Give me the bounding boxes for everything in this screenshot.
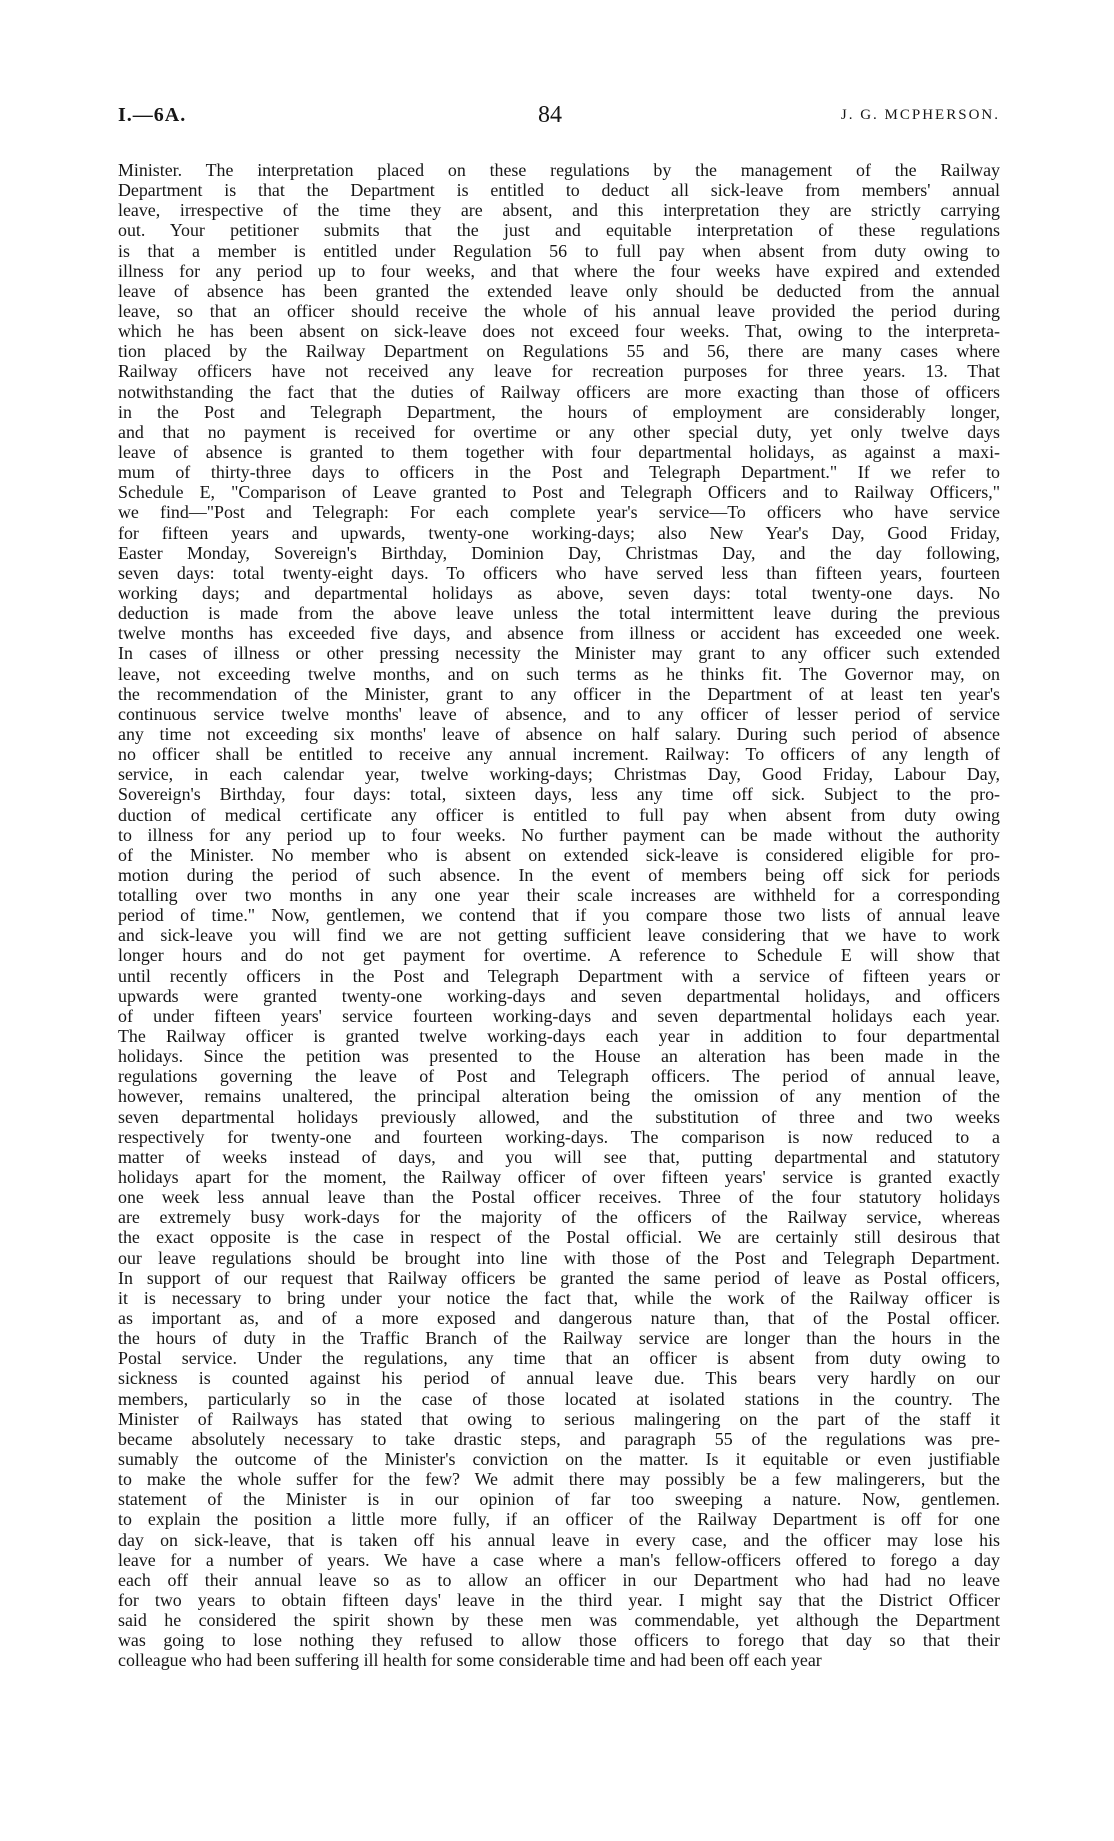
text-line: of under fifteen years' service fourteen working-days and seven departmental holidays each year. (118, 1005, 1000, 1026)
text-line: respectively for twenty-one and fourteen working-days. The comparison is now reduced to a (118, 1126, 1000, 1147)
text-line: holidays. Since the petition was presented to the House an alteration has been made in the (118, 1046, 1000, 1067)
text-line: the exact opposite is the case in respect of the Postal official. We are certainly still desirous that (118, 1227, 1000, 1248)
text-line: leave for a number of years. We have a case where a man's fellow-officers offered to forego a day (118, 1549, 1000, 1570)
text-line: Schedule E, "Comparison of Leave granted to Post and Telegraph Officers and to Railway Officers," (118, 482, 1000, 503)
text-line: the hours of duty in the Traffic Branch of the Railway service are longer than the hours in the (118, 1328, 1000, 1349)
text-line: until recently officers in the Post and Telegraph Department with a service of fifteen years or (118, 965, 1000, 986)
text-line: In cases of illness or other pressing necessity the Minister may grant to any officer such extended (118, 643, 1000, 664)
text-line: it is necessary to bring under your notice the fact that, while the work of the Railway officer is (118, 1287, 1000, 1308)
text-line: service, in each calendar year, twelve working-days; Christmas Day, Good Friday, Labour Day, (118, 764, 1000, 785)
text-line: twelve months has exceeded five days, and absence from illness or accident has exceeded one week. (118, 623, 1000, 644)
text-line: leave, irrespective of the time they are absent, and this interpretation they are strictly carrying (118, 200, 1000, 221)
text-line: seven days: total twenty-eight days. To officers who have served less than fifteen years, fourteen (118, 562, 1000, 583)
text-line: Minister. The interpretation placed on these regulations by the management of the Railway (118, 160, 1000, 180)
text-line: period of time." Now, gentlemen, we contend that if you compare those two lists of annual leave (118, 905, 1000, 926)
text-line: In support of our request that Railway officers be granted the same period of leave as Postal officers, (118, 1267, 1000, 1288)
text-line: members, particularly so in the case of those located at isolated stations in the country. The (118, 1388, 1000, 1409)
text-line: was going to lose nothing they refused to allow those officers to forego that day so that their (118, 1630, 1000, 1651)
text-line: motion during the period of such absence. In the event of members being off sick for periods (118, 864, 1000, 885)
text-line: Railway officers have not received any leave for recreation purposes for three years. 13. That (118, 361, 1000, 382)
text-line: is that a member is entitled under Regulation 56 to full pay when absent from duty owing to (118, 240, 1000, 261)
text-line: Sovereign's Birthday, four days: total, sixteen days, less any time off sick. Subject to the pro- (118, 784, 1000, 805)
text-line: statement of the Minister is in our opinion of far too sweeping a nature. Now, gentlemen. (118, 1489, 1000, 1510)
text-line: mum of thirty-three days to officers in the Post and Telegraph Department." If we refer to (118, 462, 1000, 483)
text-line: deduction is made from the above leave unless the total intermittent leave during the previous (118, 603, 1000, 624)
text-line: The Railway officer is granted twelve working-days each year in addition to four departmental (118, 1026, 1000, 1047)
text-line: tion placed by the Railway Department on Regulations 55 and 56, there are many cases where (118, 341, 1000, 362)
text-line: continuous service twelve months' leave of absence, and to any officer of lesser period of service (118, 703, 1000, 724)
text-line: duction of medical certificate any officer is entitled to full pay when absent from duty owing (118, 804, 1000, 825)
text-line: notwithstanding the fact that the duties of Railway officers are more exacting than those of officers (118, 381, 1000, 402)
text-line: to illness for any period up to four weeks. No further payment can be made without the authority (118, 824, 1000, 845)
text-line: leave, not exceeding twelve months, and on such terms as he thinks fit. The Governor may, on (118, 663, 1000, 684)
text-line: and that no payment is received for overtime or any other special duty, yet only twelve days (118, 421, 1000, 442)
text-line: as important as, and of a more exposed and dangerous nature than, that of the Postal officer. (118, 1308, 1000, 1329)
text-line: in the Post and Telegraph Department, the hours of employment are considerably longer, (118, 401, 1000, 422)
text-line: for fifteen years and upwards, twenty-one working-days; also New Year's Day, Good Friday, (118, 522, 1000, 543)
text-line: for two years to obtain fifteen days' leave in the third year. I might say that the District Officer (118, 1589, 1000, 1610)
text-line: Easter Monday, Sovereign's Birthday, Dominion Day, Christmas Day, and the day following, (118, 542, 1000, 563)
text-line: and sick-leave you will find we are not getting sufficient leave considering that we have to work (118, 925, 1000, 946)
text-line: sickness is counted against his period of annual leave due. This bears very hardly on our (118, 1368, 1000, 1389)
text-line: became absolutely necessary to take drastic steps, and paragraph 55 of the regulations was pre- (118, 1428, 1000, 1449)
text-line: holidays apart for the moment, the Railway officer of over fifteen years' service is granted exactly (118, 1167, 1000, 1188)
text-line: leave of absence has been granted the extended leave only should be deducted from the annual (118, 280, 1000, 301)
text-line: to make the whole suffer for the few? We admit there may possibly be a few malingerers, but the (118, 1469, 1000, 1490)
text-line: longer hours and do not get payment for overtime. A reference to Schedule E will show that (118, 945, 1000, 966)
text-line: working days; and departmental holidays as above, seven days: total twenty-one days. No (118, 582, 1000, 603)
text-line: day on sick-leave, that is taken off his annual leave in every case, and the officer may lose his (118, 1529, 1000, 1550)
text-line: any time not exceeding six months' leave of absence on half salary. During such period of absence (118, 723, 1000, 744)
text-line: sumably the outcome of the Minister's conviction on the matter. Is it equitable or even justifiable (118, 1449, 1000, 1469)
page-header (118, 98, 998, 132)
text-line: said he considered the spirit shown by these men was commendable, yet although the Department (118, 1610, 1000, 1631)
text-line: leave of absence is granted to them together with four departmental holidays, as against a maxi- (118, 441, 1000, 462)
text-line: seven departmental holidays previously allowed, and the substitution of three and two weeks (118, 1106, 1000, 1127)
body-text (118, 160, 1000, 1671)
text-line: no officer shall be entitled to receive any annual increment. Railway: To officers of any length of (118, 744, 1000, 765)
text-line: Minister of Railways has stated that owing to serious malingering on the part of the staff it (118, 1408, 1000, 1429)
text-line: illness for any period up to four weeks, and that where the four weeks have expired and extended (118, 260, 1000, 281)
text-line: are extremely busy work-days for the majority of the officers of the Railway service, whereas (118, 1207, 1000, 1228)
text-line: however, remains unaltered, the principal alteration being the omission of any mention of the (118, 1086, 1000, 1107)
text-line: Postal service. Under the regulations, any time that an officer is absent from duty owing to (118, 1348, 1000, 1369)
text-line: out. Your petitioner submits that the just and equitable interpretation of these regulations (118, 220, 1000, 241)
text-line: colleague who had been suffering ill health for some considerable time and had been off each year (118, 1650, 822, 1671)
text-line: the recommendation of the Minister, grant to any officer in the Department of at least ten year's (118, 683, 1000, 704)
text-line: we find—"Post and Telegraph: For each complete year's service—To officers who have service (118, 502, 1000, 523)
text-line: each off their annual leave so as to allow an officer in our Department who had had no leave (118, 1569, 1000, 1590)
text-line: upwards were granted twenty-one working-days and seven departmental holidays, and officers (118, 985, 1000, 1006)
text-line: which he has been absent on sick-leave does not exceed four weeks. That, owing to the interpreta- (118, 321, 1000, 342)
text-line: matter of weeks instead of days, and you will see that, putting departmental and statutory (118, 1146, 1000, 1167)
speaker-name: J. G. MCPHERSON. (840, 107, 1000, 123)
text-line: one week less annual leave than the Postal officer receives. Three of the four statutory holidays (118, 1187, 1000, 1208)
text-line: regulations governing the leave of Post and Telegraph officers. The period of annual leave, (118, 1066, 1000, 1087)
text-line: our leave regulations should be brought into line with those of the Post and Telegraph Department. (118, 1247, 1000, 1268)
text-line: to explain the position a little more fully, if an officer of the Railway Department is off for one (118, 1509, 1000, 1530)
text-line: totalling over two months in any one year their scale increases are withheld for a corresponding (118, 885, 1000, 906)
text-line: leave, so that an officer should receive the whole of his annual leave provided the period during (118, 300, 1000, 321)
text-line: Department is that the Department is entitled to deduct all sick-leave from members' annual (118, 180, 1000, 201)
page-number: 84 (538, 102, 562, 128)
paper-reference: I.—6A. (118, 104, 187, 126)
text-line: of the Minister. No member who is absent on extended sick-leave is considered eligible for pro- (118, 844, 1000, 865)
